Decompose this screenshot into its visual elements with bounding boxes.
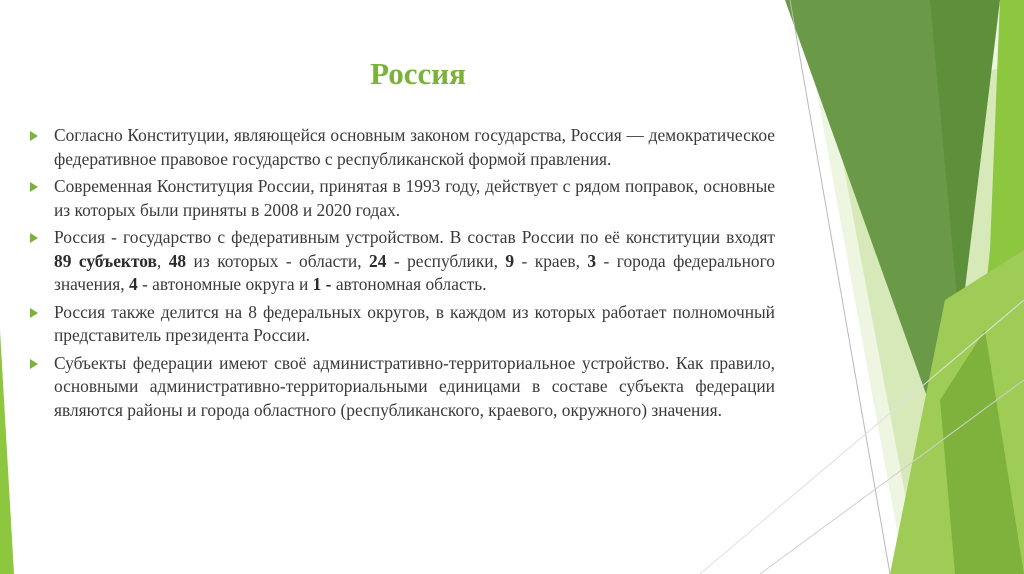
bullet-bold-republics: 24 xyxy=(369,250,387,271)
bullet-list xyxy=(30,124,775,426)
bullet-text-part: - автономные округа и xyxy=(137,274,313,294)
bullet-bold-federal-cities: 3 xyxy=(587,250,597,271)
left-edge-accent xyxy=(0,330,14,574)
bullet-bold-subjects: 89 субъектов xyxy=(54,250,157,271)
bullet-arrow-icon xyxy=(30,308,38,318)
bullet-text-part: из которых - области, xyxy=(186,250,369,271)
bullet-arrow-icon xyxy=(30,233,38,243)
bullet-item-constitution xyxy=(30,124,775,171)
bullet-arrow-icon xyxy=(30,182,38,192)
bullet-text-part: - города федерального значения, xyxy=(54,250,775,294)
bullet-arrow-icon xyxy=(30,131,38,141)
bullet-text-part: - краев, xyxy=(514,250,588,271)
bullet-item-amendments xyxy=(30,175,775,222)
bullet-text-part: Россия - государство с федеративным устройством. В состав России по её конституции входят xyxy=(54,227,775,247)
bullet-text-part: , xyxy=(156,250,169,271)
bullet-text: Субъекты федерации имеют своё административно-территориальное устройство. Как правило, основными административно-территориальными единицами в составе субъекта федерации являются районы и города областного (республиканского, краевого, окружного) значения. xyxy=(54,352,775,420)
bullet-bold-krais: 9 xyxy=(505,250,515,271)
bullet-item-federal-districts xyxy=(30,301,775,348)
bullet-bold-autonomous-okrugs: 4 xyxy=(128,274,138,294)
bullet-item-admin-division xyxy=(30,352,775,423)
bullet-text-part: автономная область. xyxy=(331,274,487,294)
slide-title: Россия xyxy=(370,56,466,91)
bullet-bold-regions: 48 xyxy=(168,250,187,271)
bullet-text: Согласно Конституции, являющейся основным законом государства, Россия — демократическое федеративное правовое государство с республиканской формой правления. xyxy=(54,125,775,169)
bullet-text: Современная Конституция России, принятая в 1993 году, действует с рядом поправок, основные из которых были приняты в 2008 и 2020 годах. xyxy=(54,176,775,220)
bullet-bold-autonomous-oblast: 1 - xyxy=(312,274,332,294)
bullet-text-part: - республики, xyxy=(386,250,506,271)
bullet-text: Россия также делится на 8 федеральных округов, в каждом из которых работает полномочный представитель президента России. xyxy=(54,301,775,345)
bullet-item-federal-structure xyxy=(30,226,775,297)
bullet-arrow-icon xyxy=(30,359,38,369)
